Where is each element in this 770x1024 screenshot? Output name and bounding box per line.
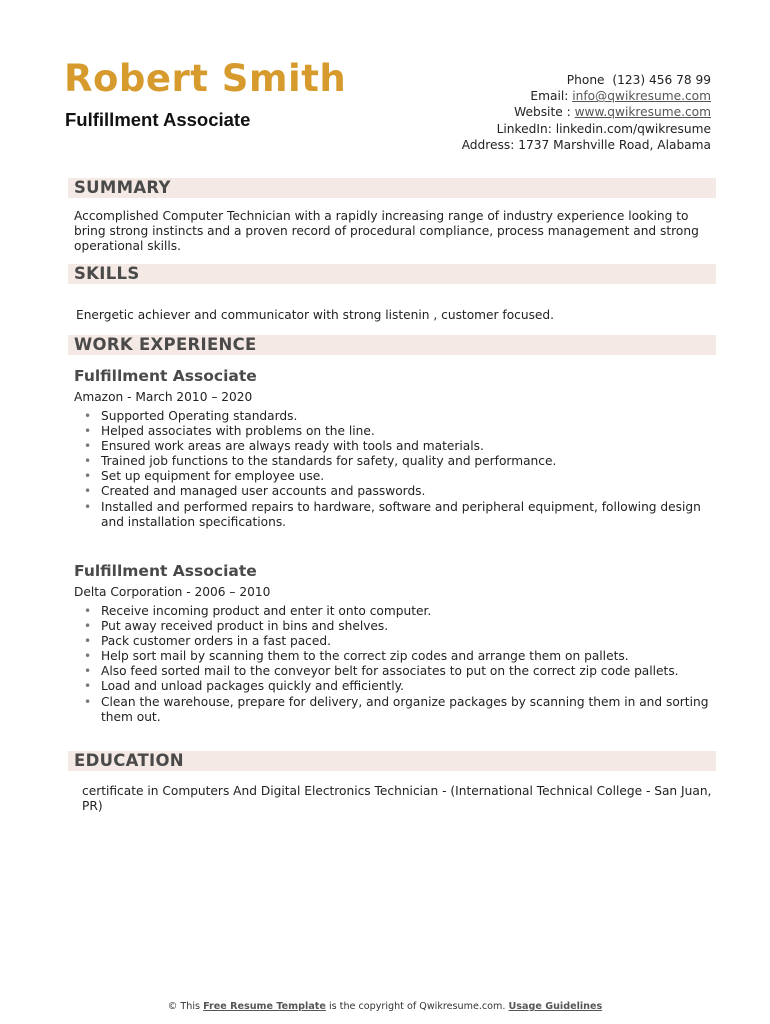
job-bullet: • Load and unload packages quickly and efficiently. <box>74 679 724 694</box>
website-link[interactable]: www.qwikresume.com <box>574 105 711 120</box>
address-label: Address: <box>461 137 515 152</box>
experience-heading: WORK EXPERIENCE <box>74 335 257 354</box>
candidate-title: Fulfillment Associate <box>65 109 251 130</box>
job-bullet: • Receive incoming product and enter it onto computer. <box>74 604 724 619</box>
job-bullet: • Helped associates with problems on the line. <box>74 424 724 439</box>
skills-section-bar <box>68 264 716 284</box>
experience-section-bar <box>68 335 716 355</box>
education-heading: EDUCATION <box>74 751 184 770</box>
job-bullet-list <box>74 409 724 530</box>
candidate-name: Robert Smith <box>64 57 347 100</box>
job-company: Amazon - March 2010 – 2020 <box>74 390 253 404</box>
contact-website-line <box>462 104 711 120</box>
contact-block <box>462 72 711 153</box>
contact-address-line <box>462 137 711 153</box>
summary-heading: SUMMARY <box>74 178 171 197</box>
job-bullet: • Also feed sorted mail to the conveyor belt for associates to put on the correct zip code pallets. <box>74 664 724 679</box>
linkedin-label: LinkedIn: <box>496 121 552 136</box>
footer <box>0 1001 770 1012</box>
usage-guidelines-link[interactable]: Usage Guidelines <box>508 1001 603 1012</box>
education-text: certificate in Computers And Digital Electronics Technician - (International Technical College - San Juan, PR) <box>82 784 712 813</box>
job-company: Delta Corporation - 2006 – 2010 <box>74 585 271 599</box>
email-label: Email: <box>530 89 569 104</box>
job-bullet: • Trained job functions to the standards for safety, quality and performance. <box>74 454 724 469</box>
skills-text: Energetic achiever and communicator with strong listenin , customer focused. <box>76 308 555 322</box>
education-section-bar <box>68 751 716 771</box>
contact-phone-line <box>462 72 711 88</box>
job-bullet: • Clean the warehouse, prepare for delivery, and organize packages by scanning them in and sorting them out. <box>74 695 724 725</box>
job-title: Fulfillment Associate <box>74 367 257 385</box>
footer-middle: is the copyright of Qwikresume.com. <box>328 1001 506 1012</box>
job-bullet-list <box>74 604 724 725</box>
job-bullet: • Installed and performed repairs to hardware, software and peripheral equipment, following design and installation specifications. <box>74 500 724 530</box>
address-value: 1737 Marshville Road, Alabama <box>518 137 711 152</box>
linkedin-value: linkedin.com/qwikresume <box>555 121 711 136</box>
job-title: Fulfillment Associate <box>74 562 257 580</box>
summary-text: Accomplished Computer Technician with a rapidly increasing range of industry experience looking to bring strong instincts and a proven record of procedural compliance, process management and strong operational skills. <box>74 209 699 253</box>
job-bullet: • Set up equipment for employee use. <box>74 469 724 484</box>
summary-section-bar <box>68 178 716 198</box>
skills-heading: SKILLS <box>74 264 140 283</box>
free-resume-template-link[interactable]: Free Resume Template <box>203 1001 326 1012</box>
website-label: Website : <box>514 105 571 120</box>
job-bullet: • Ensured work areas are always ready with tools and materials. <box>74 439 724 454</box>
job-bullet: • Supported Operating standards. <box>74 409 724 424</box>
contact-email-line <box>462 88 711 104</box>
job-bullet: • Created and managed user accounts and passwords. <box>74 484 724 499</box>
phone-value: (123) 456 78 99 <box>612 73 711 87</box>
contact-linkedin-line <box>462 121 711 137</box>
footer-prefix: © This <box>167 1001 201 1012</box>
email-link[interactable]: info@qwikresume.com <box>572 89 711 104</box>
phone-label: Phone <box>566 73 605 87</box>
job-bullet: • Pack customer orders in a fast paced. <box>74 634 724 649</box>
job-bullet: • Put away received product in bins and shelves. <box>74 619 724 634</box>
job-bullet: • Help sort mail by scanning them to the correct zip codes and arrange them on pallets. <box>74 649 724 664</box>
